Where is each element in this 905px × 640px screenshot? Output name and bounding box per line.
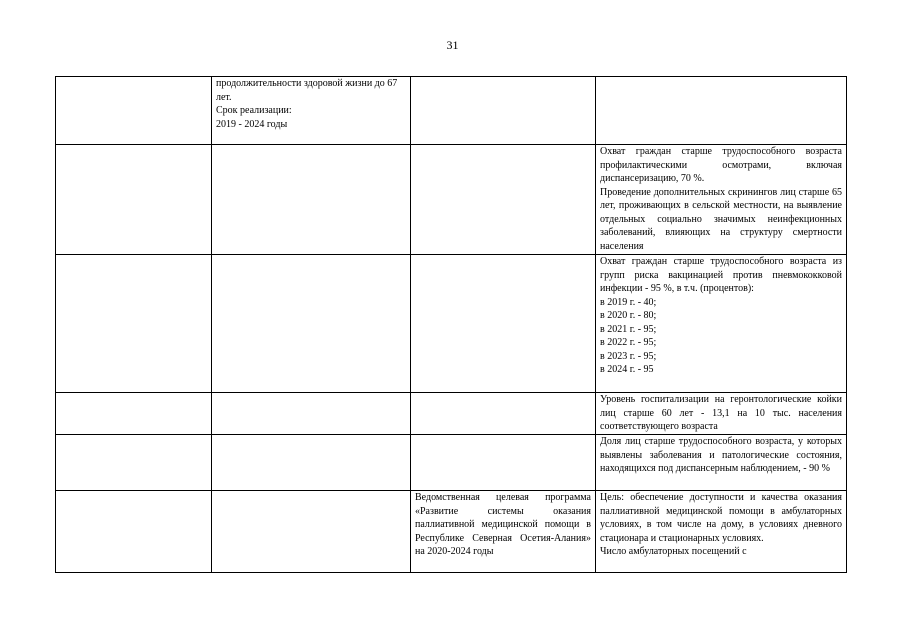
indicator-text: Охват граждан старше трудоспособного возраста профилактическими осмотрами, включая диспансеризацию, 70 %. bbox=[600, 146, 842, 184]
page-number: 31 bbox=[446, 38, 459, 52]
table-cell-col1 bbox=[56, 393, 212, 435]
table-cell-col3 bbox=[411, 435, 596, 491]
implementation-period-label: Срок реализации: bbox=[216, 105, 292, 116]
indicator-text: Проведение дополнительных скринингов лиц старше 65 лет, проживающих в сельской местности, на выявление отдельных социально значимых неинфекционных заболеваний, влияющих на структуру смертности населения bbox=[600, 186, 842, 252]
table-row bbox=[56, 255, 847, 393]
table-cell-col3 bbox=[411, 77, 596, 145]
implementation-period-value: 2019 - 2024 годы bbox=[216, 118, 288, 130]
table-cell-col1 bbox=[56, 255, 212, 393]
table-cell-col4 bbox=[596, 393, 847, 435]
table-cell-col3 bbox=[411, 393, 596, 435]
indicator-text: Число амбулаторных посещений с bbox=[600, 546, 747, 557]
indicator-text: Цель: обеспечение доступности и качества оказания паллиативной медицинской помощи в амбулаторных условиях, в том числе на дому, в условиях дневного стационара и стационарных условиях. bbox=[600, 492, 842, 544]
year-value-item: в 2024 г. - 95 bbox=[600, 364, 654, 375]
program-text: Ведомственная целевая программа «Развитие системы оказания паллиативной медицинской помощи в Республике Северная Осетия-Алания» на 2020-2024 годы bbox=[415, 492, 591, 557]
table-cell-col4 bbox=[596, 145, 847, 255]
table-row bbox=[56, 145, 847, 255]
table-cell-col4 bbox=[596, 435, 847, 491]
table-cell-col3 bbox=[411, 145, 596, 255]
table-cell-col1 bbox=[56, 491, 212, 573]
year-value-item: в 2020 г. - 80; bbox=[600, 310, 657, 321]
year-value-item: в 2022 г. - 95; bbox=[600, 337, 657, 348]
table-cell-col2 bbox=[212, 77, 411, 145]
year-value-item: в 2019 г. - 40; bbox=[600, 296, 657, 308]
table-cell-col4 bbox=[596, 77, 847, 145]
table-cell-col2 bbox=[212, 435, 411, 491]
measures-table bbox=[55, 76, 847, 573]
table-cell-col3 bbox=[411, 491, 596, 573]
indicator-text: Охват граждан старше трудоспособного возраста из групп риска вакцинацией против пневмококковой инфекции - 95 %, в т.ч. (процентов): bbox=[600, 256, 842, 294]
year-value-item: в 2023 г. - 95; bbox=[600, 350, 657, 362]
table-row bbox=[56, 77, 847, 145]
table-row bbox=[56, 491, 847, 573]
table-cell-col3 bbox=[411, 255, 596, 393]
table-cell-col2 bbox=[212, 393, 411, 435]
table-row bbox=[56, 435, 847, 491]
table-cell-col2 bbox=[212, 145, 411, 255]
table-cell-col2 bbox=[212, 255, 411, 393]
goal-text: продолжительности здоровой жизни до 67 лет. bbox=[216, 78, 398, 103]
indicator-text: Уровень госпитализации на геронтологические койки лиц старше 60 лет - 13,1 на 10 тыс. населения соответствующего возраста bbox=[600, 394, 842, 432]
year-value-item: в 2021 г. - 95; bbox=[600, 323, 657, 335]
table-cell-col2 bbox=[212, 491, 411, 573]
table-cell-col4 bbox=[596, 255, 847, 393]
table-cell-col4 bbox=[596, 491, 847, 573]
table-cell-col1 bbox=[56, 77, 212, 145]
table-cell-col1 bbox=[56, 435, 212, 491]
table-row bbox=[56, 393, 847, 435]
indicator-text: Доля лиц старше трудоспособного возраста, у которых выявлены заболевания и патологические состояния, находящихся под диспансерным наблюдением, - 90 % bbox=[600, 436, 842, 474]
table-cell-col1 bbox=[56, 145, 212, 255]
